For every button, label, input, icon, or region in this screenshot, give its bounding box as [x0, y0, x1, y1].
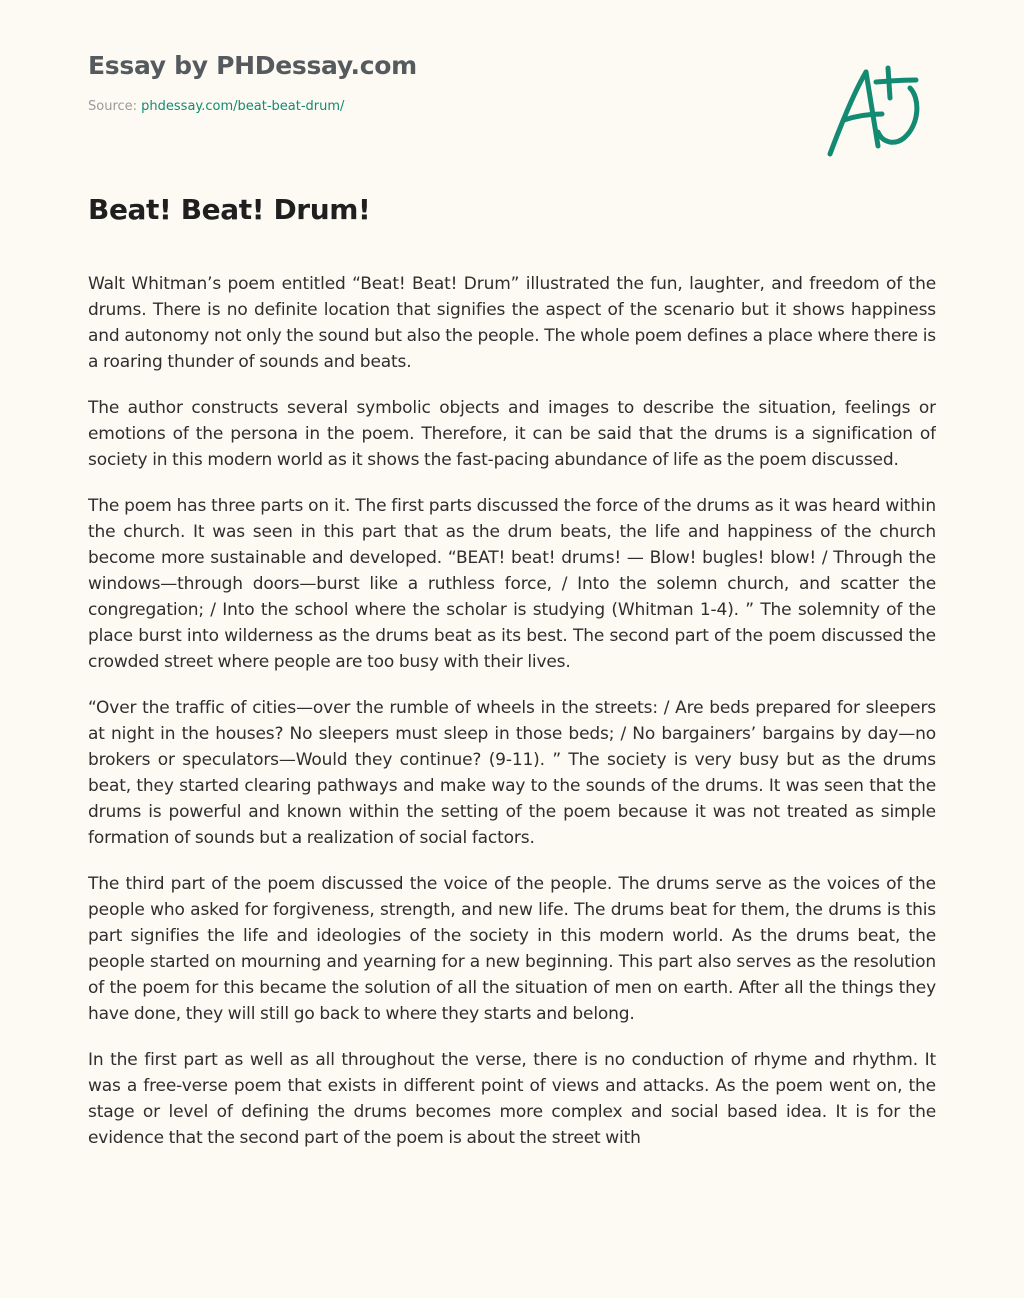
- a-plus-grade-icon: [820, 62, 930, 162]
- source-label: Source:: [88, 99, 142, 114]
- essay-paragraph: The author constructs several symbolic objects and images to describe the situation, feelings or emotions of the persona in the poem. Therefore, it can be said that the drums is a signification of society in this modern world as it shows the fast-pacing abundance of life as the poem discussed.: [88, 398, 936, 470]
- source-link[interactable]: phdessay.com/beat-beat-drum/: [141, 99, 345, 114]
- source-line: [88, 98, 788, 116]
- page-header: [88, 50, 788, 116]
- essay-paragraph: “Over the traffic of cities—over the rumble of wheels in the streets: / Are beds prepared for sleepers at night in the houses? No sleepers must sleep in those beds; / No bargainers’ bargains by day—no brokers or speculators—Would they continue? (9-11). ” The society is very busy but as the drums beat, they started clearing pathways and make way to the sounds of the drums. It was seen that the drums is powerful and known within the setting of the poem because it was not treated as simple formation of sounds but a realization of social factors.: [88, 698, 936, 848]
- essay-paragraph: The poem has three parts on it. The first parts discussed the force of the drums as it was heard within the church. It was seen in this part that as the drum beats, the life and happiness of the church become more sustainable and developed. “BEAT! beat! drums! — Blow! bugles! blow! / Through the windows—through doors—burst like a ruthless force, / Into the solemn church, and scatter the congregation; / Into the school where the scholar is studying (Whitman 1-4). ” The solemnity of the place burst into wilderness as the drums beat as its best. The second part of the poem discussed the crowded street where people are too busy with their lives.: [88, 496, 936, 672]
- essay-body: [88, 271, 936, 1271]
- essay-paragraph: The third part of the poem discussed the voice of the people. The drums serve as the voices of the people who asked for forgiveness, strength, and new life. The drums beat for them, the drums is this part signifies the life and ideologies of the society in this modern world. As the drums beat, the people started on mourning and yearning for a new beginning. This part also serves as the resolution of the poem for this became the solution of all the situation of men on earth. After all the things they have done, they will still go back to where they starts and belong.: [88, 874, 936, 1024]
- site-title: Essay by PHDessay.com: [88, 51, 417, 80]
- essay-title: Beat! Beat! Drum!: [88, 193, 371, 226]
- essay-paragraph: In the first part as well as all throughout the verse, there is no conduction of rhyme and rhythm. It was a free-verse poem that exists in different point of views and attacks. As the poem went on, the stage or level of defining the drums becomes more complex and social based idea. It is for the evidence that the second part of the poem is about the street with: [88, 1050, 936, 1148]
- essay-paragraph: Walt Whitman’s poem entitled “Beat! Beat! Drum” illustrated the fun, laughter, and freedom of the drums. There is no definite location that signifies the aspect of the scenario but it shows happiness and autonomy not only the sound but also the people. The whole poem defines a place where there is a roaring thunder of sounds and beats.: [88, 274, 936, 372]
